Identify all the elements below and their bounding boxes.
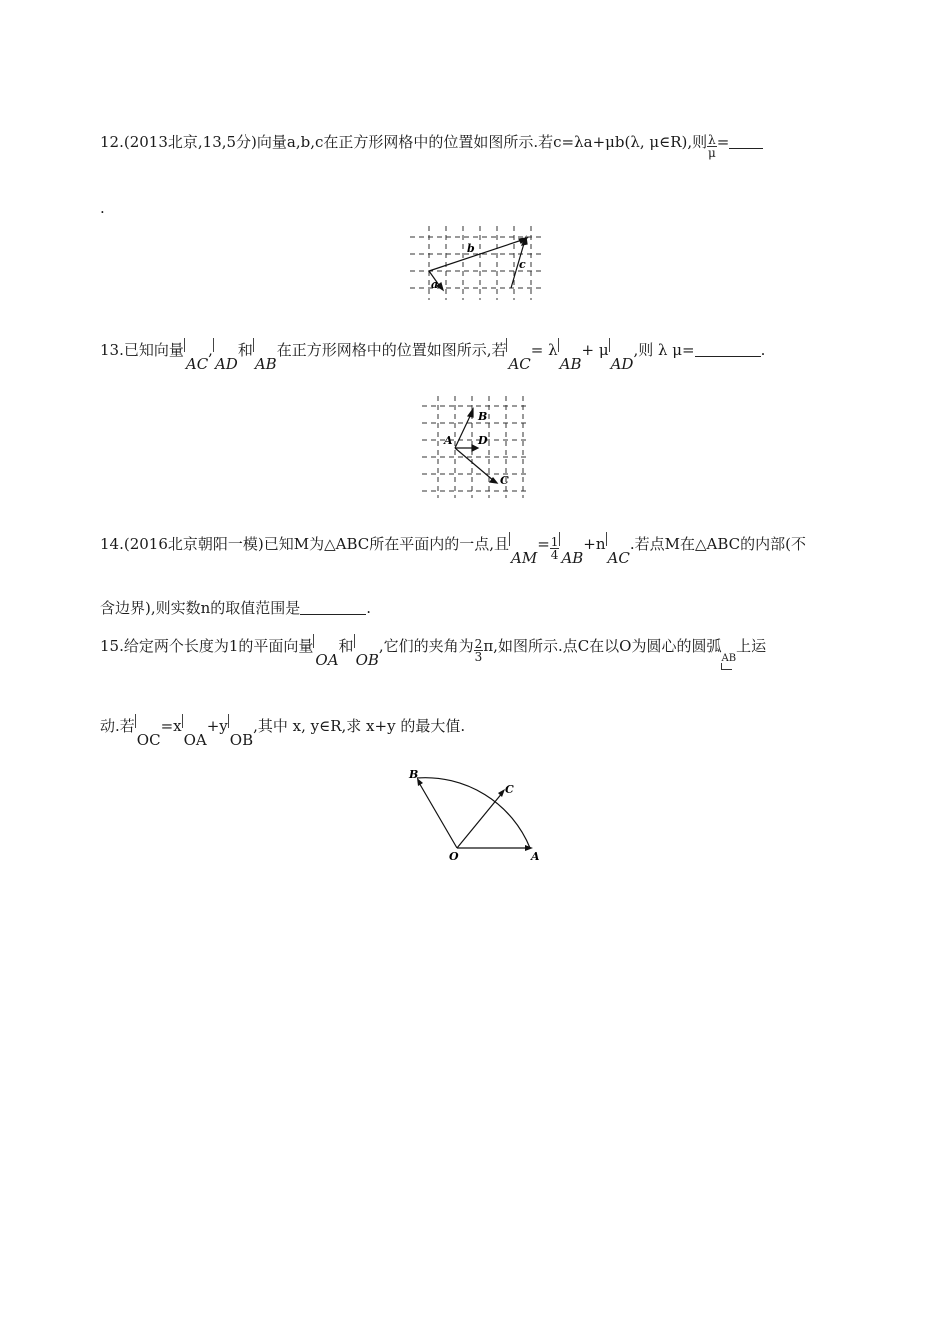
q13-eq-lambda: = λ <box>530 341 558 359</box>
q15-vector-ob-line <box>418 781 457 848</box>
q15-vector-oa-2: OA <box>182 730 207 750</box>
q14-answer-blank <box>300 600 366 615</box>
q13-text-2: 在正方形网格中的位置如图所示,若 <box>276 341 507 359</box>
q14-vector-am: AM <box>509 548 537 568</box>
q14-vector-ac: AC <box>606 548 630 568</box>
q13-vector-ab: AB <box>253 354 277 374</box>
q15-label-b: B <box>409 768 419 781</box>
q13-comma: , <box>208 341 213 359</box>
q15-vector-ob-2: OB <box>228 730 253 750</box>
q15-text-3: ,如图所示.点C在以O为圆心的圆弧 <box>493 637 722 655</box>
q13-plus-mu: + μ <box>581 341 609 359</box>
q15-vector-oa: OA <box>313 650 338 670</box>
q13-grid-figure <box>418 392 530 500</box>
q15-vector-ob: OB <box>354 650 379 670</box>
q15-label-a: A <box>531 850 540 863</box>
question-13-line <box>100 340 765 374</box>
q15-label-c: C <box>505 783 514 796</box>
q12-grid-figure <box>405 222 545 302</box>
q13-label-a: A <box>444 434 453 447</box>
q13-text-1: 13.已知向量 <box>100 341 184 359</box>
q14-text-2: .若点M在△ABC的内部(不 <box>629 535 806 553</box>
question-12-line <box>100 132 763 159</box>
question-14-line-1 <box>100 534 806 568</box>
q14-fraction: $\frac{1}{4}$ <box>550 535 559 562</box>
q13-text-3: ,则 λ μ= <box>633 341 695 359</box>
q15-text-4: 上运 <box>736 637 767 655</box>
q14-vector-ab: AB <box>559 548 583 568</box>
q13-and: 和 <box>237 341 253 359</box>
q13-answer-blank <box>695 342 761 357</box>
q13-vector-ab-2: AB <box>558 354 582 374</box>
q13-vector-ad: AD <box>213 354 238 374</box>
q13-vector-ac: AC <box>184 354 208 374</box>
q12-vector-b <box>429 239 525 271</box>
q14-plus-n: +n <box>583 535 606 553</box>
q14-text-3: 含边界),则实数n的取值范围是 <box>100 599 301 617</box>
q15-arc-ab: AB <box>721 649 736 669</box>
q12-eq: = <box>716 133 730 151</box>
q12-label-a: a <box>431 278 439 291</box>
q15-text-1: 15.给定两个长度为1的平面向量 <box>100 637 314 655</box>
q14-tail: . <box>366 599 372 617</box>
q15-vector-oc-line <box>457 792 503 848</box>
question-15-line-1 <box>100 636 766 670</box>
q13-label-c: C <box>500 474 509 487</box>
q15-eq-x: =x <box>160 717 182 735</box>
q12-text: 12.(2013北京,13,5分)向量a,b,c在正方形网格中的位置如图所示.若c=λa+μb(λ, μ∈R),则 <box>100 133 708 151</box>
q15-fraction: $\frac{2}{3}$ <box>474 637 483 664</box>
question-14-line-2 <box>100 598 371 618</box>
question-15-line-2 <box>100 716 465 750</box>
q12-fraction: $\frac{\lambda}{\mu}$ <box>708 133 716 160</box>
q15-vector-oc: OC <box>135 730 161 750</box>
q12-label-b: b <box>467 242 475 255</box>
q15-plus-y: +y <box>206 717 228 735</box>
q15-text-6: ,其中 x, y∈R,求 x+y 的最大值. <box>253 717 466 735</box>
q15-pi: π <box>483 637 494 655</box>
q12-tail: . <box>100 199 105 217</box>
q15-text-5: 动.若 <box>100 717 135 735</box>
q13-label-b: B <box>478 410 488 423</box>
q13-vector-ac-2: AC <box>506 354 530 374</box>
q13-vector-ad-2: AD <box>609 354 634 374</box>
q13-label-d: D <box>478 434 488 447</box>
q14-eq: = <box>537 535 550 553</box>
q12-label-c: c <box>519 258 526 271</box>
q12-answer-blank <box>729 134 763 149</box>
q15-text-2: ,它们的夹角为 <box>378 637 474 655</box>
q15-label-o: O <box>449 850 459 863</box>
q15-and: 和 <box>338 637 354 655</box>
q14-text-1: 14.(2016北京朝阳一模)已知M为△ABC所在平面内的一点,且 <box>100 535 510 553</box>
q13-tail: . <box>760 341 766 359</box>
q15-arc-figure <box>405 762 550 867</box>
